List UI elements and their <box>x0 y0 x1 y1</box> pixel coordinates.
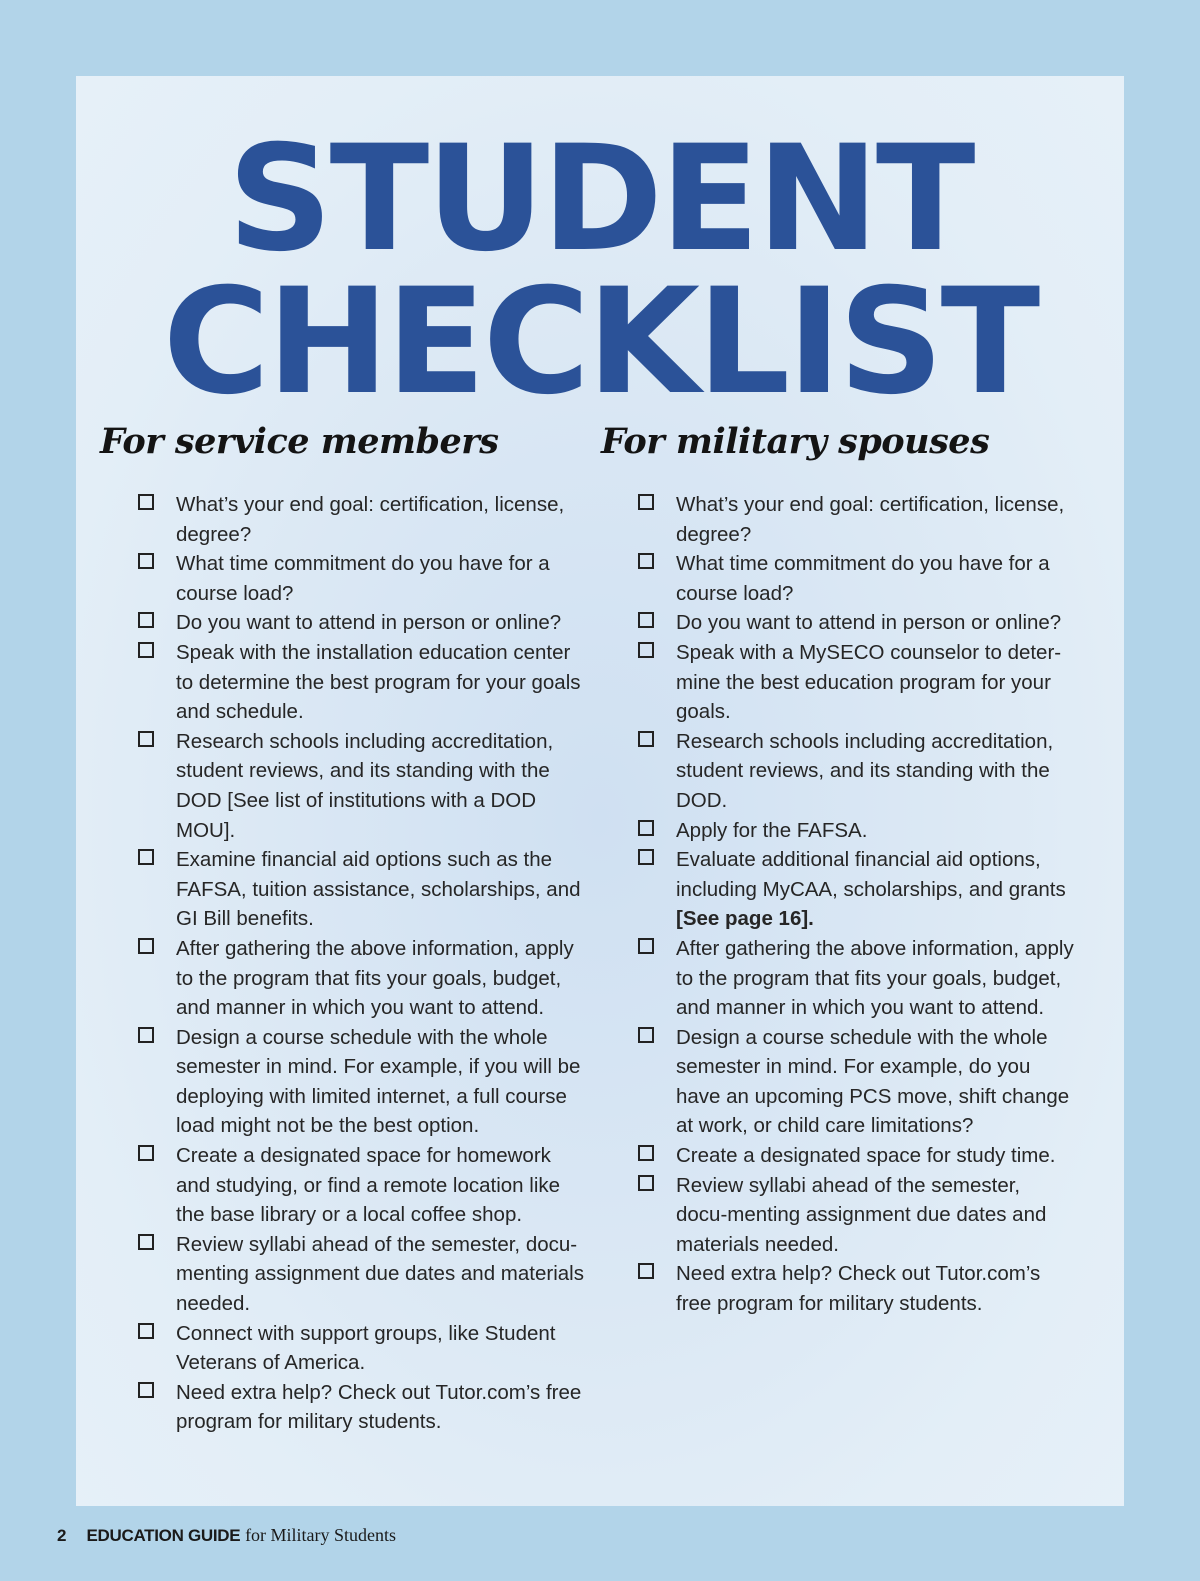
checkbox[interactable] <box>638 1027 654 1043</box>
page-title-line1: STUDENT <box>227 114 973 284</box>
checklist-item <box>636 608 1076 638</box>
service-members-heading: For service members <box>100 421 499 462</box>
checklist-item-text: Design a course schedule with the whole semester in mind. For example, if you will be deploying with limited internet, a full course load might not be the best option. <box>176 1025 581 1138</box>
checkbox[interactable] <box>638 1263 654 1279</box>
checklist-item <box>136 1141 586 1230</box>
checklist-item-text: Do you want to attend in person or online? <box>676 611 1062 635</box>
checklist-item-text: After gathering the above information, apply to the program that fits your goals, budget, and manner in which you want to attend. <box>176 936 574 1020</box>
checklist-item <box>136 1023 586 1141</box>
checklist-item <box>636 1259 1076 1318</box>
checkbox[interactable] <box>138 849 154 865</box>
publication-subtitle: for Military Students <box>245 1525 397 1545</box>
checklist-item-text: Research schools including accreditation, student reviews, and its standing with the DOD [See list of institutions with a DOD MOU]. <box>176 729 554 842</box>
checklist-item <box>136 1378 586 1437</box>
checkbox[interactable] <box>638 820 654 836</box>
checklist-item-text: What time commitment do you have for a course load? <box>676 552 1050 605</box>
checklist-item <box>136 1319 586 1378</box>
checklist-item <box>136 845 586 934</box>
checklist-item-text: Create a designated space for homework and studying, or find a remote location like the base library or a local coffee shop. <box>176 1144 561 1227</box>
page-title-line2: CHECKLIST <box>162 257 1038 427</box>
checklist-item <box>636 727 1076 816</box>
checklist-item-text: Connect with support groups, like Student Veterans of America. <box>176 1321 556 1375</box>
publication-name: EDUCATION GUIDE <box>86 1526 241 1545</box>
checklist-item <box>636 816 1076 846</box>
checkbox[interactable] <box>638 612 654 628</box>
checkbox[interactable] <box>638 553 654 569</box>
checklist-item <box>636 549 1076 608</box>
checkbox[interactable] <box>138 1382 154 1398</box>
checklist-item <box>636 1023 1076 1141</box>
checklist-item-text: After gathering the above information, apply to the program that fits your goals, budget, and manner in which you want to attend. <box>676 936 1074 1020</box>
checklist-item-text: Create a designated space for study time. <box>676 1144 1056 1168</box>
service-members-checklist <box>136 490 586 1437</box>
page-footer <box>57 1525 396 1546</box>
checklist-item-text: Design a course schedule with the whole semester in mind. For example, do you have an upcoming PCS move, shift change at work, or child care limitations? <box>676 1025 1070 1138</box>
checkbox[interactable] <box>638 731 654 747</box>
checkbox[interactable] <box>138 612 154 628</box>
checklist-item <box>636 1141 1076 1171</box>
checklist-item-text: What’s your end goal: certification, license, degree? <box>676 493 1065 546</box>
checkbox[interactable] <box>638 642 654 658</box>
checkbox[interactable] <box>638 1145 654 1161</box>
checklist-item <box>136 727 586 845</box>
checkbox[interactable] <box>138 1145 154 1161</box>
checkbox[interactable] <box>138 1323 154 1339</box>
checklist-item <box>636 638 1076 727</box>
checkbox[interactable] <box>638 1175 654 1191</box>
checkbox[interactable] <box>138 494 154 510</box>
checklist-item <box>136 934 586 1023</box>
checklist-item <box>636 845 1076 934</box>
checklist-item-text: Do you want to attend in person or online? <box>176 611 562 635</box>
checklist-item <box>636 1171 1076 1260</box>
checklist-item <box>136 1230 586 1319</box>
checklist-item <box>636 490 1076 549</box>
checklist-item-text: Evaluate additional financial aid options, including MyCAA, scholarships, and grants <box>676 848 1066 901</box>
checklist-item <box>136 490 586 549</box>
checklist-item-text: Review syllabi ahead of the semester, docu-menting assignment due dates and materials needed. <box>176 1232 584 1316</box>
military-spouses-checklist <box>636 490 1076 1319</box>
checklist-item-text: Examine financial aid options such as the FAFSA, tuition assistance, scholarships, and GI Bill benefits. <box>176 848 581 931</box>
checkbox[interactable] <box>638 938 654 954</box>
checklist-item <box>136 608 586 638</box>
checklist-item-text: Need extra help? Check out Tutor.com’s free program for military students. <box>176 1380 582 1434</box>
checkbox[interactable] <box>638 849 654 865</box>
checkbox[interactable] <box>138 1027 154 1043</box>
content-panel <box>76 76 1124 1506</box>
page-number: 2 <box>57 1526 67 1545</box>
checklist-item-text: What time commitment do you have for a course load? <box>176 552 550 605</box>
checklist-item-text: Need extra help? Check out Tutor.com’s free program for military students. <box>676 1262 1041 1316</box>
checklist-item-text: Research schools including accreditation, student reviews, and its standing with the DOD. <box>676 729 1054 812</box>
checklist-item <box>636 934 1076 1023</box>
checkbox[interactable] <box>138 553 154 569</box>
checklist-item-text: What’s your end goal: certification, license, degree? <box>176 493 565 546</box>
checkbox[interactable] <box>138 642 154 658</box>
checklist-item <box>136 549 586 608</box>
page-reference: [See page 16]. <box>676 907 814 931</box>
checkbox[interactable] <box>138 731 154 747</box>
checkbox[interactable] <box>638 494 654 510</box>
checkbox[interactable] <box>138 938 154 954</box>
checklist-item-text: Review syllabi ahead of the semester, docu-menting assignment due dates and materials needed. <box>676 1173 1047 1256</box>
checklist-item <box>136 638 586 727</box>
military-spouses-heading: For military spouses <box>601 421 990 462</box>
checklist-item-text: Speak with the installation education center to determine the best program for your goals and schedule. <box>176 640 581 724</box>
checklist-item-text: Apply for the FAFSA. <box>676 818 868 842</box>
checklist-item-text: Speak with a MySECO counselor to deter-mine the best education program for your goals. <box>676 640 1062 724</box>
checkbox[interactable] <box>138 1234 154 1250</box>
